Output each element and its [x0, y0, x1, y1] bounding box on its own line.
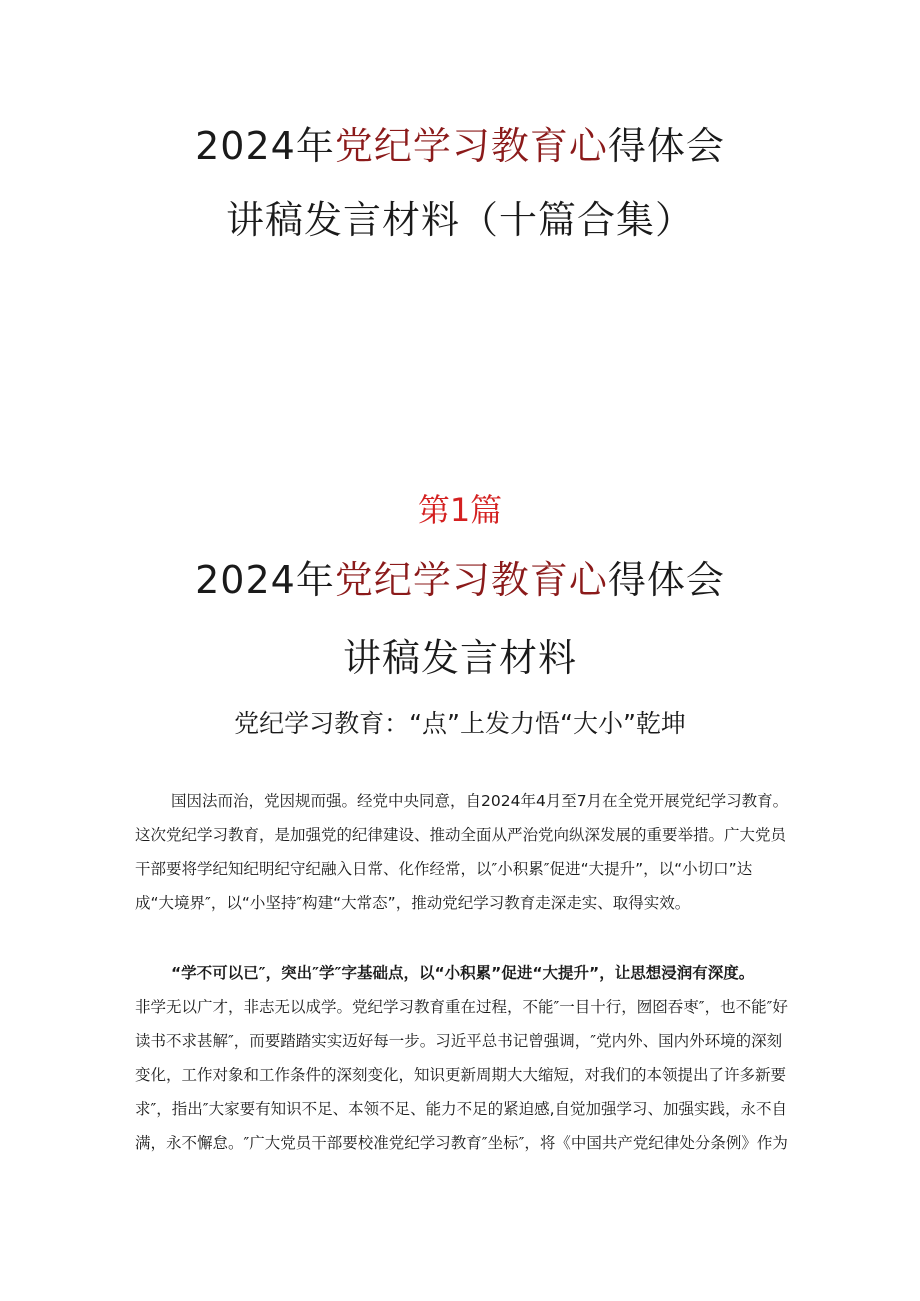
chapter-title-tail: 得体会 — [607, 558, 725, 602]
cover-title-year: 2024年 — [195, 124, 335, 168]
paragraph-line: 干部要将学纪知纪明纪守纪融入日常、化作经常，以″小积累″促进“大提升”，以“小切口”达 — [135, 860, 753, 878]
paragraph-line: 求″，指出″大家要有知识不足、本领不足、能力不足的紧迫感,自觉加强学习、加强实践，永不自 — [135, 1100, 788, 1118]
paragraph-line: 读书不求甚解″，而要踏踏实实迈好每一步。习近平总书记曾强调，″党内外、国内外环境的深刻 — [135, 1032, 783, 1050]
chapter-label: 第1篇 — [417, 491, 503, 529]
cover-title-tail: 得体会 — [607, 124, 725, 168]
cover-title-line2: 讲稿发言材料（十篇合集） — [225, 198, 694, 242]
chapter-subtitle: 党纪学习教育：“点”上发力悟“大小”乾坤 — [234, 709, 686, 738]
chapter-title-highlight: 党纪学习教育心 — [334, 558, 608, 602]
paragraph-study — [135, 956, 790, 1160]
paragraph-line: 这次党纪学习教育，是加强党的纪律建设、推动全面从严治党向纵深发展的重要举措。广大党员 — [135, 826, 787, 844]
paragraph-line: 变化，工作对象和工作条件的深刻变化，知识更新周期大大缩短，对我们的本领提出了许多新要 — [135, 1066, 787, 1084]
chapter-title-line2: 讲稿发言材料 — [342, 636, 577, 680]
paragraph-line: 国因法而治，党因规而强。经党中央同意，自2024年4月至7月在全党开展党纪学习教育。 — [171, 792, 789, 810]
paragraph-intro — [135, 784, 790, 920]
paragraph-line: 满，永不懈怠。″广大党员干部要校准党纪学习教育″坐标″，将《中国共产党纪律处分条例》作为 — [135, 1134, 788, 1152]
cover-title-line1 — [0, 122, 920, 170]
paragraph-heading: “学不可以已″，突出″学″字基础点，以“小积累”促进“大提升”，让思想浸润有深度。 — [171, 964, 755, 982]
chapter-title-line1 — [0, 556, 920, 604]
paragraph-line: 非学无以广才，非志无以成学。党纪学习教育重在过程，不能″一目十行，囫囵吞枣″，也不能″好 — [135, 998, 788, 1016]
paragraph-line: 成“大境界″，以“小坚持″构建“大常态”，推动党纪学习教育走深走实、取得实效。 — [135, 894, 691, 912]
cover-title-highlight: 党纪学习教育心 — [334, 124, 608, 168]
chapter-title-year: 2024年 — [195, 558, 335, 602]
